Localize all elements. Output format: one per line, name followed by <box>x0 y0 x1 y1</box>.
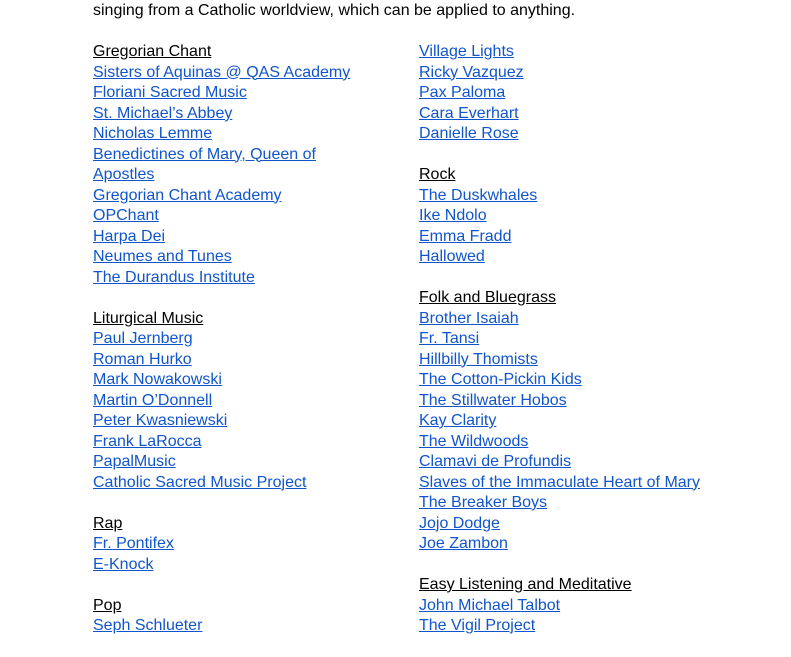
artist-link[interactable]: Paul Jernberg <box>93 330 193 347</box>
section-heading: Rap <box>93 514 123 532</box>
artist-link[interactable]: The Breaker Boys <box>419 494 548 511</box>
artist-link[interactable]: Seph Schlueter <box>93 617 203 634</box>
artist-link[interactable]: Hallowed <box>419 248 485 265</box>
intro-text: singing from a Catholic worldview, which can be applied to anything. <box>93 2 576 19</box>
artist-link[interactable]: Benedictines of Mary, Queen of Apostles <box>93 145 316 183</box>
section-rap <box>93 514 393 576</box>
artist-link[interactable]: The Wildwoods <box>419 432 529 450</box>
artist-link[interactable]: Cara Everhart <box>419 104 519 122</box>
artist-link[interactable]: PapalMusic <box>93 453 176 470</box>
right-column <box>419 42 759 657</box>
section-heading: Gregorian Chant <box>93 43 212 60</box>
artist-link[interactable]: St. Michael’s Abbey <box>93 104 233 122</box>
artist-link[interactable]: Danielle Rose <box>419 125 519 142</box>
section-gregorian-chant <box>93 42 393 288</box>
section-folk-and-bluegrass <box>419 288 759 555</box>
artist-link[interactable]: Clamavi de Profundis <box>419 453 572 470</box>
artist-link[interactable]: John Michael Talbot <box>419 596 561 614</box>
artist-link[interactable]: Floriani Sacred Music <box>93 84 247 101</box>
artist-link[interactable]: Kay Clarity <box>419 412 497 429</box>
section-heading: Rock <box>419 166 456 183</box>
artist-link[interactable]: The Duskwhales <box>419 186 538 204</box>
section-pop-continued <box>419 42 759 145</box>
artist-link[interactable]: E-Knock <box>93 555 154 573</box>
artist-link[interactable]: Ricky Vazquez <box>419 63 524 81</box>
artist-link[interactable]: Village Lights <box>419 43 514 60</box>
artist-link[interactable]: Peter Kwasniewski <box>93 412 228 429</box>
artist-link[interactable]: Mark Nowakowski <box>93 371 222 388</box>
artist-link[interactable]: The Stillwater Hobos <box>419 391 567 409</box>
section-easy-listening <box>419 575 759 637</box>
section-liturgical-music <box>93 309 393 494</box>
artist-link[interactable]: The Durandus Institute <box>93 268 255 286</box>
artist-link[interactable]: Jojo Dodge <box>419 514 500 532</box>
section-heading: Liturgical Music <box>93 309 204 327</box>
section-heading: Pop <box>93 596 122 614</box>
artist-link[interactable]: Catholic Sacred Music Project <box>93 473 307 491</box>
section-rock <box>419 165 759 268</box>
artist-link[interactable]: The Vigil Project <box>419 617 536 634</box>
artist-link[interactable]: Nicholas Lemme <box>93 125 213 142</box>
artist-link[interactable]: Neumes and Tunes <box>93 248 232 265</box>
section-pop <box>93 596 393 637</box>
section-heading: Easy Listening and Meditative <box>419 576 632 593</box>
artist-link[interactable]: Ike Ndolo <box>419 207 487 224</box>
section-heading: Folk and Bluegrass <box>419 289 556 306</box>
artist-link[interactable]: Fr. Tansi <box>419 330 480 347</box>
left-column <box>93 42 393 657</box>
artist-link[interactable]: Joe Zambon <box>419 535 508 552</box>
artist-link[interactable]: Sisters of Aquinas @ QAS Academy <box>93 63 351 81</box>
artist-link[interactable]: Emma Fradd <box>419 227 512 245</box>
artist-link[interactable]: Harpa Dei <box>93 227 166 245</box>
artist-link[interactable]: Brother Isaiah <box>419 309 519 327</box>
artist-link[interactable]: Pax Paloma <box>419 84 506 101</box>
artist-link[interactable]: Gregorian Chant Academy <box>93 186 282 204</box>
artist-link[interactable]: Slaves of the Immaculate Heart of Mary <box>419 473 700 491</box>
artist-link[interactable]: Frank LaRocca <box>93 432 202 450</box>
artist-link[interactable]: Martin O’Donnell <box>93 391 213 409</box>
artist-link[interactable]: Fr. Pontifex <box>93 535 174 552</box>
artist-link[interactable]: OPChant <box>93 207 159 224</box>
artist-link[interactable]: The Cotton-Pickin Kids <box>419 371 582 388</box>
artist-link[interactable]: Hillbilly Thomists <box>419 350 538 368</box>
artist-link[interactable]: Roman Hurko <box>93 350 192 368</box>
